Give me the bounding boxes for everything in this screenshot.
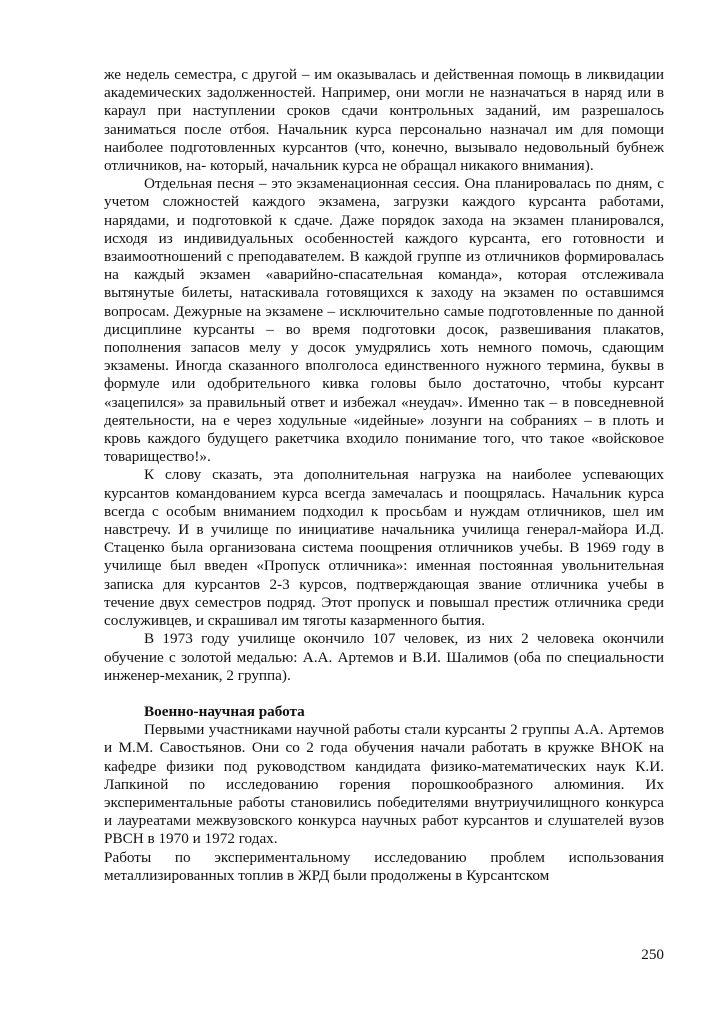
paragraph-graduation-1973: В 1973 году училище окончило 107 человек, из них 2 человека окончили обучение с золотой медалью: А.А. Артемов и В.И. Шалимов (оба по специальности инженер-механик, 2 группа). xyxy=(104,630,664,684)
page-number: 250 xyxy=(641,946,664,963)
page-body xyxy=(104,66,664,885)
paragraph-continued: же недель семестра, с другой – им оказывалась и действенная помощь в ликвидации академических задолженностей. Например, они могли не назначаться в наряд или в караул при наступлении сроков сдачи контрольных заданий, им разрешалось заниматься после отбоя. Начальник курса персонально назначал им для помощи наиболее подготовленных курсантов (что, конечно, вызывало недовольный бубнеж отличников, на- который, начальник курса не обращал никакого внимания). xyxy=(104,66,664,175)
paragraph-exam-session: Отдельная песня – это экзаменационная сессия. Она планировалась по дням, с учетом сложностей каждого экзамена, загрузки каждого курсанта работами, нарядами, и подготовкой к сдаче. Даже порядок захода на экзамен планировался, исходя из индивидуальных особенностей каждого курсанта, его готовности и взаимоотношений с преподавателем. В каждой группе из отличников формировалась на каждый экзамен «аварийно-спасательная команда», которая отслеживала вытянутые билеты, натаскивала готовящихся к заходу на экзамен по оставшимся вопросам. Дежурные на экзамене – исключительно самые подготовленные по данной дисциплине курсанты – во время подготовки досок, развешивания плакатов, пополнения запасов мелу у досок умудрялись хоть немного помочь, сдающим экзамены. Иногда сказанного вполголоса единственного нужного термина, буквы в формуле или одобрительного кивка головы было достаточно, чтобы курсант «зацепился» за правильный ответ и избежал «неудач». Именно так – в повседневной деятельности, на е через ходульные «идейные» лозунги на собраниях – в плоть и кровь каждого будущего ракетчика входило понимание того, что такое «войсковое товарищество!». xyxy=(104,175,664,466)
section-spacer xyxy=(104,685,664,703)
paragraph-research-continued: Работы по экспериментальному исследованию проблем использования металлизированных топлив в ЖРД были продолжены в Курсантском xyxy=(104,848,664,884)
paragraph-research-participants: Первыми участниками научной работы стали курсанты 2 группы А.А. Артемов и М.М. Савостьянов. Они со 2 года обучения начали работать в кружке ВНОК на кафедре физики под руководством кандидата физико-математических наук К.И. Лапкиной по исследованию горения порошкообразного алюминия. Их экспериментальные работы становились победителями внутриучилищного конкурса и лауреатами межвузовского конкурса научных работ курсантов и слушателей вузов РВСН в 1970 и 1972 годах. xyxy=(104,721,664,848)
section-heading: Военно-научная работа xyxy=(144,702,305,720)
paragraph-encouragement: К слову сказать, эта дополнительная нагрузка на наиболее успевающих курсантов командованием курса всегда замечалась и поощрялась. Начальник курса всегда с особым вниманием подходил к просьбам и нуждам отличников, шел им навстречу. И в училище по инициативе начальника училища генерал-майора И.Д. Стаценко была организована система поощрения отличников учебы. В 1969 году в училище был введен «Пропуск отличника»: именная постоянная увольнительная записка для курсантов 2-3 курсов, подтверждающая звание отличника учебы в течение двух семестров подряд. Этот пропуск и повышал престиж отличника среди сослуживцев, и скрашивал им тяготы казарменного бытия. xyxy=(104,466,664,630)
